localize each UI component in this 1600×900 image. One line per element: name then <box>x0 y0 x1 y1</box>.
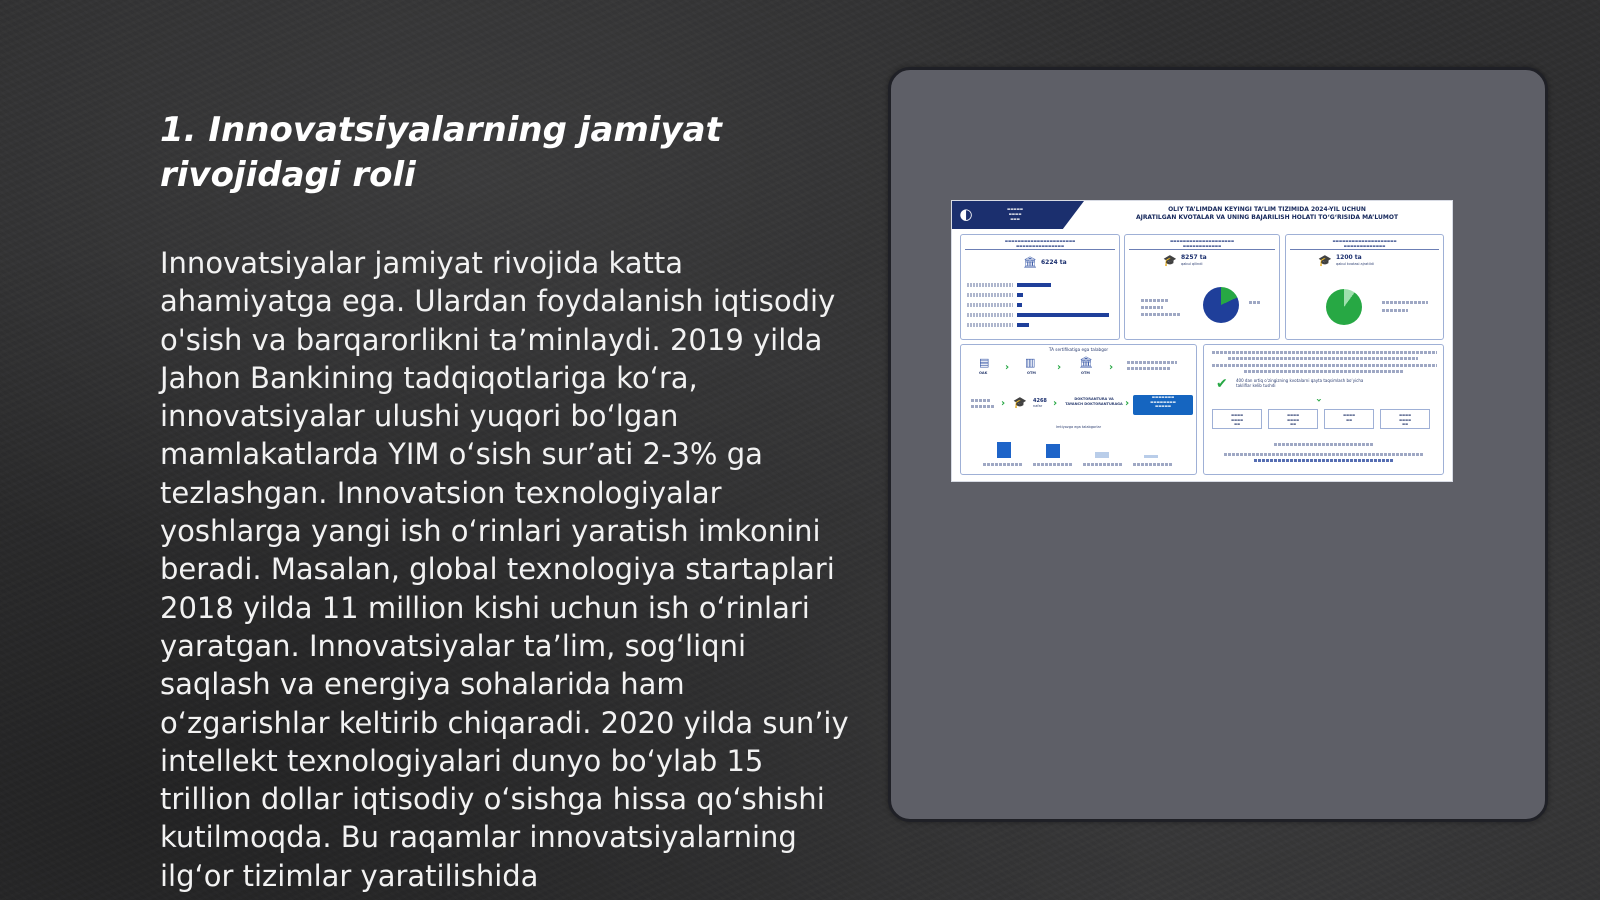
panel-heading-placeholder: ▬▬▬▬▬▬▬▬▬▬▬▬▬▬▬▬▬▬▬▬▬▬ ▬▬▬▬▬▬▬▬▬▬▬▬▬▬▬ <box>965 239 1115 250</box>
pie-legend-item <box>1141 299 1169 302</box>
infographic-title <box>1097 206 1437 222</box>
doctorate-label: DOKTORANTURA VA TAYANCH DOKTORANTURAGA <box>1065 397 1123 406</box>
bulb-logo-icon: ◐ <box>959 205 973 223</box>
column-bar <box>997 442 1011 458</box>
row-label <box>967 293 1013 297</box>
column-bar <box>1144 455 1158 458</box>
bar <box>1017 323 1029 327</box>
stat-6224: 6224 ta <box>1041 259 1067 266</box>
pie-chart-doctorate <box>1203 287 1239 323</box>
infographic-title-line-2: AJRATILGAN KVOTALAR VA UNING BAJARILISH HOLATI TO‘G‘RISIDA MA’LUMOT <box>1135 214 1399 221</box>
pie-legend-item <box>1382 301 1428 304</box>
pie-chart-quotas <box>1326 289 1362 325</box>
infographic-title-line-1: OLIY TA’LIMDAN KEYINGI TA’LIM TIZIMIDA 2024-YIL UCHUN <box>1168 206 1366 213</box>
column-bar <box>1046 444 1060 458</box>
logo-caption-placeholder: ▬▬▬▬▬ ▬▬▬▬ ▬▬▬ <box>1006 207 1024 221</box>
text-line <box>1212 364 1437 367</box>
text-line <box>1083 463 1123 466</box>
bar <box>1017 293 1023 297</box>
pie-legend-item <box>1382 309 1408 312</box>
chevron-right-icon: › <box>1125 398 1130 409</box>
stat-box: ▬▬▬▬ ▬▬▬▬ ▬▬ <box>1212 409 1262 429</box>
infographic-image <box>951 200 1453 482</box>
panel-quota-redistribution <box>1203 344 1444 475</box>
chevron-right-icon: › <box>1109 362 1114 373</box>
text-line <box>1127 361 1177 364</box>
stat-box: ▬▬▬▬ ▬▬ <box>1324 409 1374 429</box>
building-icon: ▥ <box>1025 356 1036 369</box>
slide-body-text: Innovatsiyalar jamiyat rivojida katta ahamiyatga ega. Ulardan foydalanish iqtisodiy o'sish va barqarorlikni ta’minlaydi. 2019 yilda Jahon Bankining tadqiqotlariga ko‘ra, innovatsiyalar ulushi yuqori bo‘lgan mamlakatlarda YIM o‘sish sur’ati 2-3% ga tezlashgan. Innovatsion texnologiyalar yoshlarga yangi ish o‘rinlari yaratish imkonini beradi. Masalan, global texnologiya startaplari 2018 yilda 11 million kishi uchun ish o‘rinlari yaratgan. Innovatsiyalar ta’lim, sog‘liqni saqlash va energiya sohalarida ham o‘zgarishlar keltirib chiqaradi. 2020 yilda sun’iy intellekt texnologiyalari dunyo bo‘ylab 15 trillion dollar iqtisodiy o‘sishga hissa qo‘shishi kutilmoqda. Bu raqamlar innovatsiyalarning ilg‘or tizimlar yaratilishida <box>160 246 849 893</box>
chevron-down-icon: › <box>1313 397 1325 403</box>
building-icon: 🏛 <box>1079 356 1093 369</box>
graduation-cap-icon: 🎓 <box>1163 254 1177 267</box>
count-4268-unit: nafar <box>1033 404 1043 408</box>
text-line <box>971 405 995 408</box>
column-bar <box>1095 452 1109 458</box>
cert-header: TA sertifikatiga ega talabgor <box>1048 347 1109 352</box>
panel-admissions <box>960 234 1120 340</box>
graduation-cap-icon: 🎓 <box>1318 254 1332 267</box>
stat-box: ▬▬▬▬ ▬▬▬▬ ▬▬ <box>1380 409 1430 429</box>
chevron-right-icon: › <box>1057 362 1062 373</box>
chevron-right-icon: › <box>1053 398 1058 409</box>
row-label <box>967 303 1013 307</box>
stat-1200: 1200 ta <box>1336 254 1362 261</box>
stat-box: ▬▬▬▬ ▬▬▬▬ ▬▬ <box>1268 409 1318 429</box>
bar <box>1017 313 1109 317</box>
text-line <box>983 463 1023 466</box>
stat-8257: 8257 ta <box>1181 254 1207 261</box>
row-label <box>967 323 1013 327</box>
building-icon: 🏛 <box>1023 256 1037 269</box>
text-line <box>1212 351 1437 354</box>
stat-8257-caption: qabul qilindi <box>1181 262 1203 266</box>
label-oak: OAK <box>979 371 988 375</box>
image-placeholder-frame <box>888 67 1548 822</box>
row-label <box>967 313 1013 317</box>
pie-legend-item <box>1141 306 1163 309</box>
text-line <box>1224 453 1424 456</box>
text-line <box>1274 443 1374 446</box>
pie-legend-item <box>1249 301 1261 304</box>
label-otm-1: OTM <box>1027 371 1036 375</box>
requirements-header: Imtiyozga ega talabgorlar <box>1055 425 1102 429</box>
check-icon: ✔ <box>1216 376 1228 392</box>
panel-heading-placeholder: ▬▬▬▬▬▬▬▬▬▬▬▬▬▬▬▬▬▬▬▬ ▬▬▬▬▬▬▬▬▬▬▬▬▬ <box>1290 239 1439 250</box>
highlight-box: ▬▬▬▬▬▬▬ ▬▬▬▬▬▬▬▬ ▬▬▬▬▬ <box>1133 395 1193 415</box>
quota-note: 400 dan ortiq o‘zingizning kvotalarni qayta taqsimlash bo‘yicha takliflar kelib tushdi <box>1236 378 1364 388</box>
bar <box>1017 303 1022 307</box>
text-line <box>1133 463 1173 466</box>
document-icon: ▤ <box>979 356 990 369</box>
text-line <box>1127 367 1171 370</box>
pie-legend-item <box>1141 313 1181 316</box>
panel-quotas <box>1285 234 1444 340</box>
count-4268: 4268 <box>1033 398 1047 404</box>
text-line <box>1244 370 1404 373</box>
label-otm-2: OTM <box>1081 371 1090 375</box>
stat-1200-caption: qabul kvotasi ajratildi <box>1336 262 1374 266</box>
text-line <box>971 399 991 402</box>
chevron-right-icon: › <box>1005 362 1010 373</box>
chevron-right-icon: › <box>1001 398 1006 409</box>
row-label <box>967 283 1013 287</box>
text-line <box>1033 463 1073 466</box>
panel-certificates <box>960 344 1197 475</box>
text-line <box>1228 357 1418 360</box>
infographic-header <box>952 201 1452 229</box>
graduation-cap-icon: 🎓 <box>1013 396 1027 409</box>
bar <box>1017 283 1051 287</box>
panel-doctorate <box>1124 234 1280 340</box>
slide-title: 1. Innovatsiyalarning jamiyat rivojidagi roli <box>160 110 722 195</box>
text-line <box>1254 459 1394 462</box>
panel-heading-placeholder: ▬▬▬▬▬▬▬▬▬▬▬▬▬▬▬▬▬▬▬▬ ▬▬▬▬▬▬▬▬▬▬▬▬ <box>1129 239 1275 250</box>
